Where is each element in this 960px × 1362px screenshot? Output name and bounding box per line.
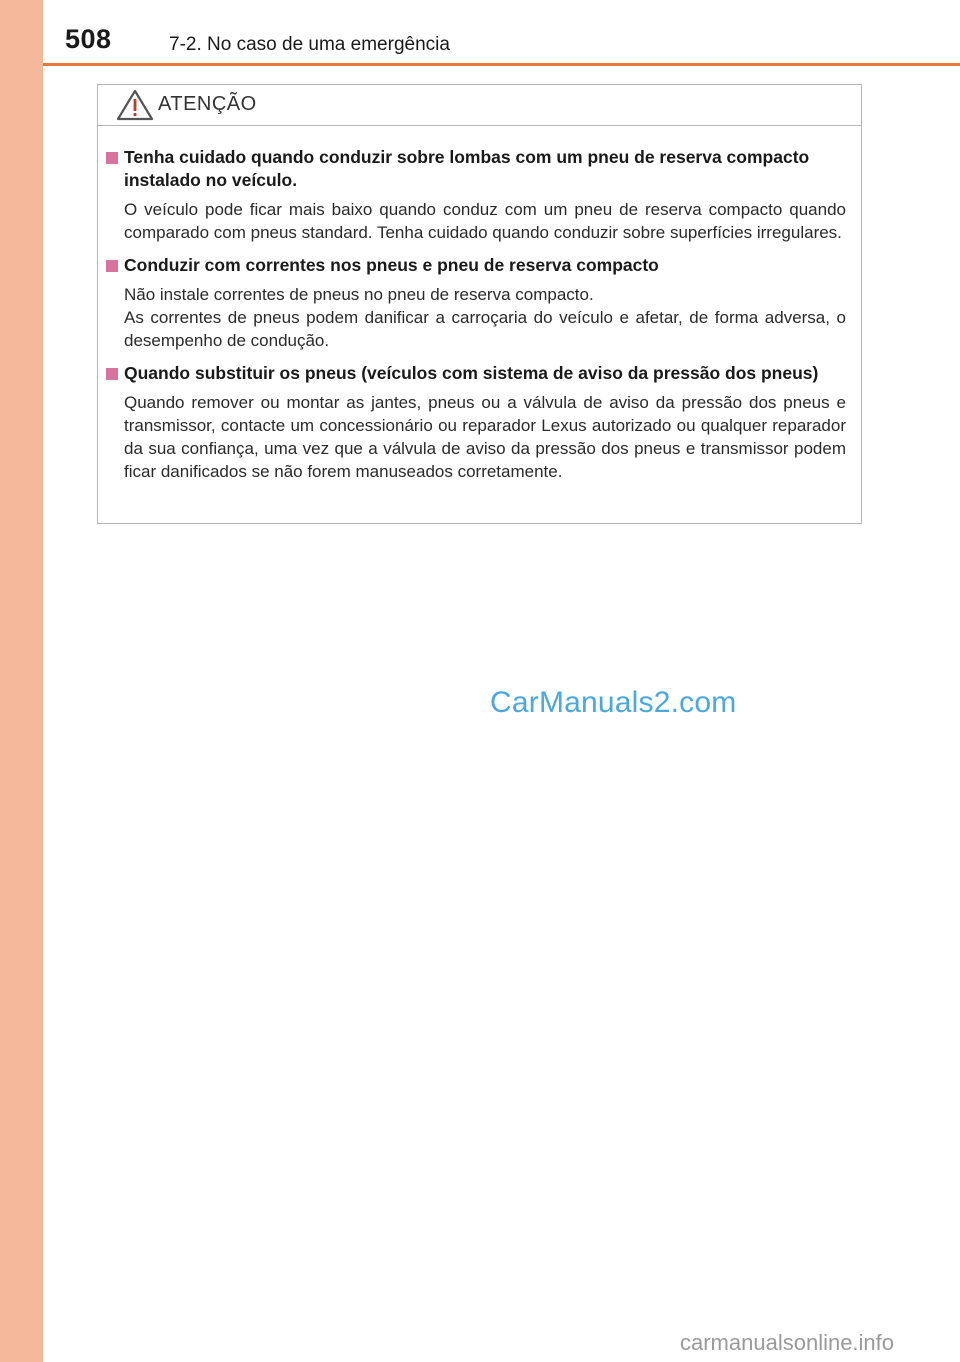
square-bullet-icon	[106, 260, 118, 272]
item-paragraph: Não instale correntes de pneus no pneu de reserva compacto.	[124, 285, 594, 304]
header-rule	[43, 63, 960, 66]
page-number: 508	[65, 24, 112, 54]
item-text	[106, 391, 846, 483]
item-paragraph: O veículo pode ficar mais baixo quando conduz com um pneu de reserva compacto quando comparado com pneus standard. Tenha cuidado quando conduzir sobre superfícies irregulares.	[124, 200, 846, 242]
item-heading: Quando substituir os pneus (veículos com sistema de aviso da pressão dos pneus)	[106, 362, 846, 385]
warning-box	[97, 84, 862, 524]
item-text	[106, 283, 846, 352]
item-paragraph: As correntes de pneus podem danificar a carroçaria do veículo e afetar, de forma adversa, o desempenho de condução.	[124, 308, 846, 350]
warning-item	[106, 254, 846, 352]
footer-watermark: carmanualsonline.info	[680, 1330, 895, 1355]
center-watermark: CarManuals2.com	[490, 686, 737, 719]
item-heading: Conduzir com correntes nos pneus e pneu de reserva compacto	[106, 254, 846, 277]
warning-triangle-icon	[116, 89, 154, 121]
side-tab-strip	[0, 0, 43, 1362]
warning-header	[98, 85, 861, 126]
warning-item	[106, 362, 846, 483]
square-bullet-icon	[106, 152, 118, 164]
item-text	[106, 198, 846, 244]
page-header	[43, 0, 960, 64]
square-bullet-icon	[106, 368, 118, 380]
item-paragraph: Quando remover ou montar as jantes, pneus ou a válvula de aviso da pressão dos pneus e transmissor, contacte um concessionário ou reparador Lexus autorizado ou qualquer reparador da sua confiança, uma vez que a válvula de aviso da pressão dos pneus e transmissor podem ficar danificados se não forem manuseados corretamente.	[124, 393, 846, 481]
warning-title: ATENÇÃO	[158, 93, 257, 115]
warning-body	[98, 126, 861, 483]
item-heading: Tenha cuidado quando conduzir sobre lombas com um pneu de reserva compacto instalado no veículo.	[106, 146, 846, 192]
warning-item	[106, 146, 846, 244]
section-title: 7-2. No caso de uma emergência	[169, 34, 450, 55]
